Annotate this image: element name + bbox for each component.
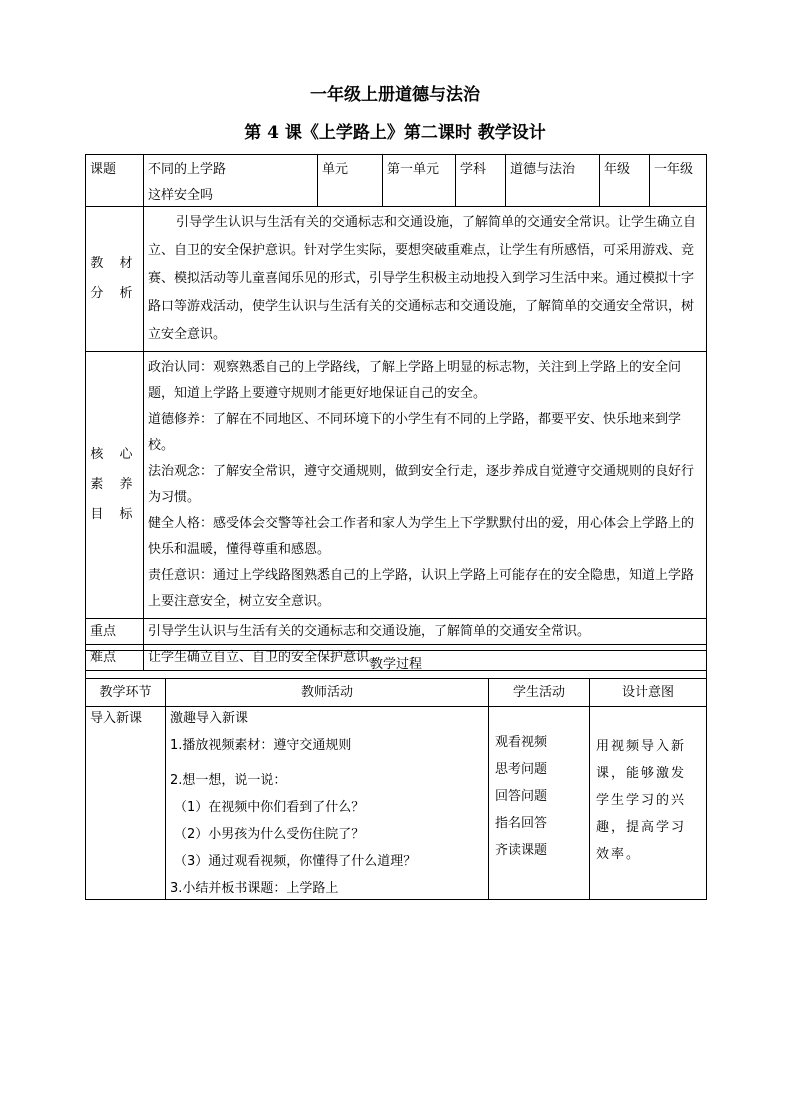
difficult-text: 让学生确立自立、自卫的安全保护意识。 [144,645,707,671]
lesson-info-table [85,154,707,671]
topic-line-2: 这样安全吗 [148,188,214,203]
goals-text [144,352,707,619]
goals-label-2: 素 养 [90,477,139,492]
teacher-question-3: （3）通过观看视频，你懂得了什么道理？ [174,854,417,869]
analysis-label [86,207,144,352]
goal-personality: 健全人格：感受体会交警等社会工作者和家人为学生上下学默默付出的爱，用心体会上学路上的快乐和温暖，懂得尊重和感恩。 [148,516,695,557]
teacher-step-0: 激趣导入新课 [170,711,249,726]
student-item-4: 指名回答 [495,816,548,831]
difficult-label: 难点 [86,645,144,671]
subject-label: 学科 [456,155,506,207]
topic-value [144,155,318,207]
goal-law: 法治观念：了解安全常识，遵守交通规则，做到安全行走，逐步养成自觉遵守交通规则的良好行为习惯。 [148,464,695,505]
stage-cell: 导入新课 [86,707,166,900]
design-intent: 用视频导入新课，能够激发学生学习的兴趣，提高学习效率。 [590,707,707,900]
doc-title-grade: 一年级上册道德与法治 [310,85,480,105]
teacher-question-2: （2）小男孩为什么受伤住院了？ [174,827,365,842]
student-item-1: 观看视频 [495,735,548,750]
col-stage: 教学环节 [86,679,166,707]
goals-label [86,352,144,619]
goals-label-1: 核 心 [90,447,139,462]
goal-responsibility: 责任意识：通过上学线路图熟悉自己的上学路，认识上学路上可能存在的安全隐患，知道上学路上要注意安全，树立安全意识。 [148,568,695,609]
goal-moral: 道德修养：了解在不同地区、不同环境下的小学生有不同的上学路，都要平安、快乐地来到学校。 [148,412,682,453]
col-student: 学生活动 [489,679,590,707]
teacher-step-3: 3.小结并板书课题：上学路上 [170,881,339,896]
topic-line-1: 不同的上学路 [148,162,227,177]
key-text: 引导学生认识与生活有关的交通标志和交通设施，了解简单的交通安全常识。 [144,619,707,645]
teacher-step-1: 1.播放视频素材：遵守交通规则 [170,738,352,753]
teacher-step-2: 2.想一想，说一说： [170,773,287,788]
grade-value: 一年级 [650,155,707,207]
subject-value: 道德与法治 [506,155,600,207]
teacher-question-1: （1）在视频中你们看到了什么？ [174,800,365,815]
col-intent: 设计意图 [590,679,707,707]
teacher-activity [166,707,489,900]
student-activity [489,707,590,900]
key-label: 重点 [86,619,144,645]
grade-label: 年级 [600,155,650,207]
unit-value: 第一单元 [383,155,456,207]
topic-label: 课题 [86,155,144,207]
student-item-3: 回答问题 [495,789,548,804]
goal-political: 政治认同：观察熟悉自己的上学路线，了解上学路上明显的标志物，关注到上学路上的安全问题，知道上学路上要遵守规则才能更好地保证自己的安全。 [148,360,682,401]
student-item-5: 齐读课题 [495,843,548,858]
doc-title-lesson: 第 4 课《上学路上》第二课时 教学设计 [244,123,546,143]
analysis-label-1: 教 材 [90,256,139,271]
process-header: 教学过程 [86,651,707,679]
student-item-2: 思考问题 [495,762,548,777]
unit-label: 单元 [318,155,383,207]
analysis-label-2: 分 析 [90,286,139,301]
goals-label-3: 目 标 [90,507,139,522]
analysis-text: 引导学生认识与生活有关的交通标志和交通设施，了解简单的交通安全常识。让学生确立自立、自卫的安全保护意识。针对学生实际，要想突破重难点，让学生有所感悟，可采用游戏、竞赛、模拟活动等儿童喜闻乐见的形式，引导学生积极主动地投入到学习生活中来。通过模拟十字路口等游戏活动，使学生认识与生活有关的交通标志和交通设施，了解简单的交通安全常识，树立安全意识。 [144,207,707,352]
table-row [86,707,707,900]
col-teacher: 教师活动 [166,679,489,707]
teaching-process-table [85,650,707,900]
